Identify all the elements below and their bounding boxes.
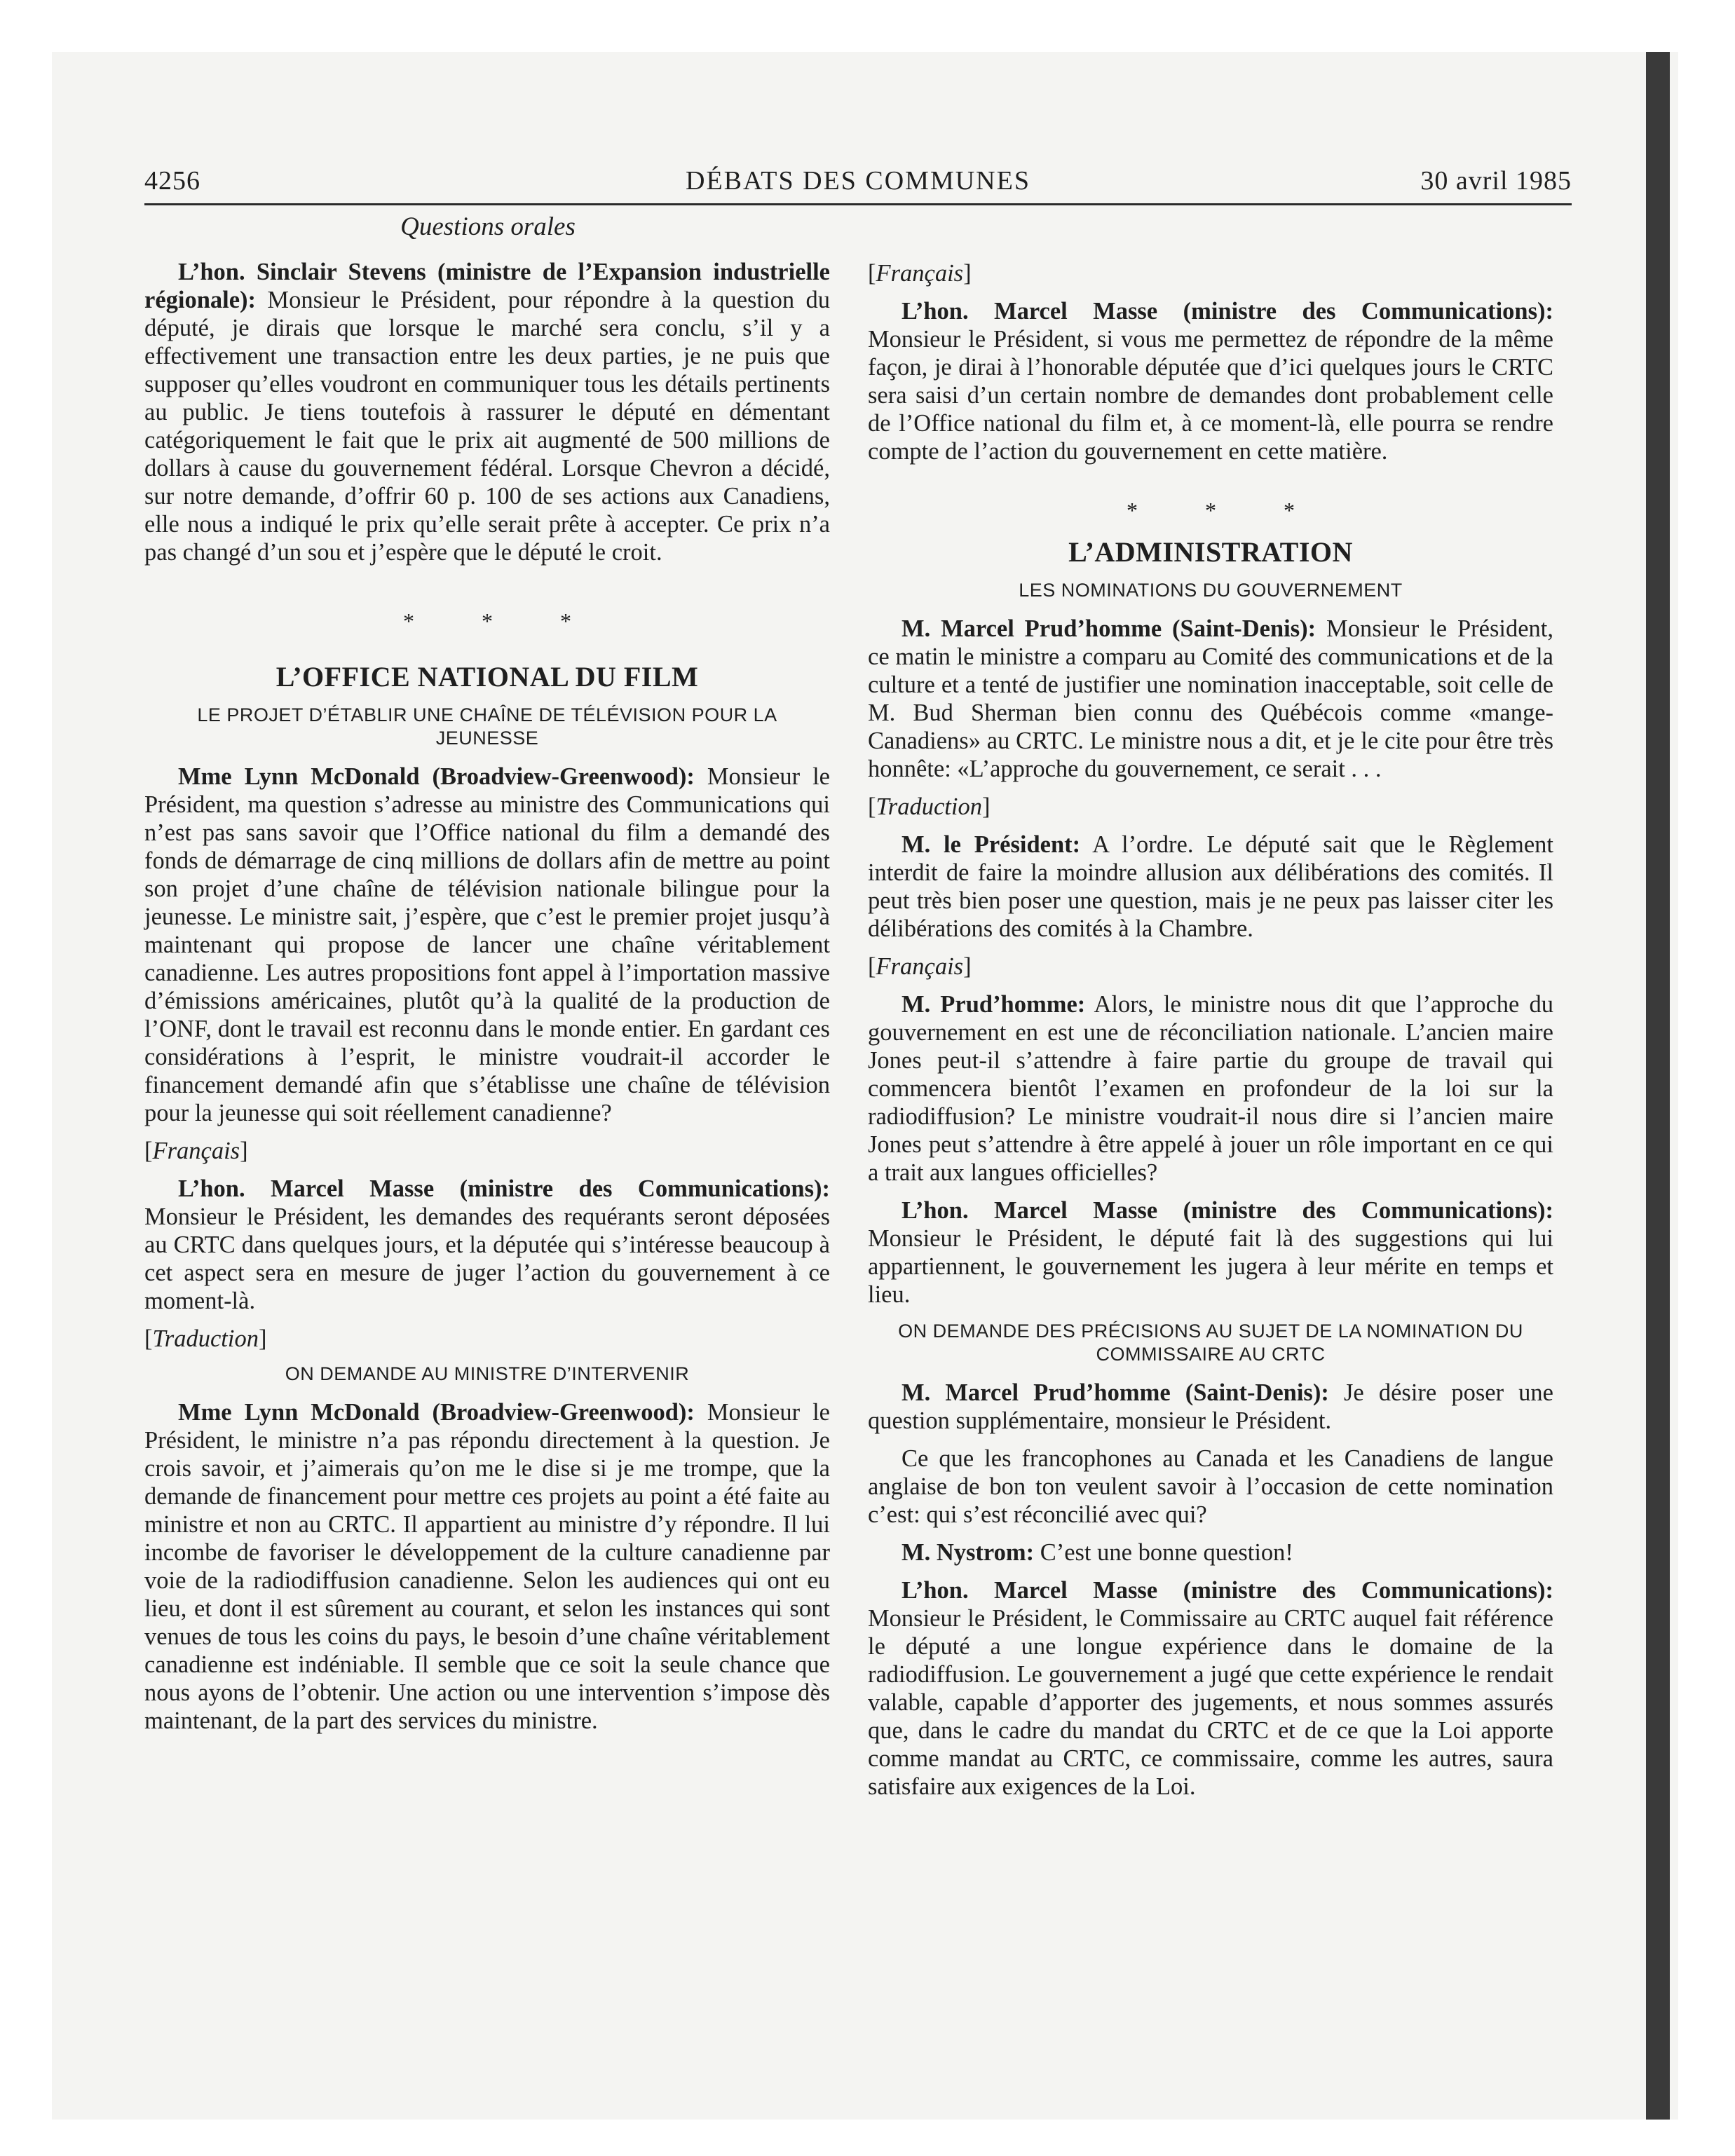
language-marker: [ Français ] <box>144 1137 830 1165</box>
paragraph <box>868 1196 1553 1309</box>
paragraph <box>868 297 1553 465</box>
subheading: ON DEMANDE DES PRÉCISIONS AU SUJET DE LA NOMINATION DU COMMISSAIRE AU CRTC <box>898 1321 1523 1365</box>
section-heading: L’OFFICE NATIONAL DU FILM <box>275 661 699 692</box>
speaker-name: Mme Lynn McDonald (Broadview-Greenwood): <box>178 1399 695 1426</box>
paragraph-text: Monsieur le Président, le député fait là des suggestions qui lui appartiennent, le gouvernement les jugera à leur mérite en temps et lieu. <box>868 1225 1553 1308</box>
section-heading: L’ADMINISTRATION <box>1068 536 1353 568</box>
paragraph <box>868 1379 1553 1435</box>
paragraph-text: Monsieur le Président, le Commissaire au CRTC auquel fait référence le député a une longue expérience dans le domaine de la radiodiffusion. Le gouvernement a jugé que cette expérience le rendait valable, capable d’apporter des jugements, et nous sommes assurés que, dans le cadre du mandat du CRTC et de ce que la Loi apporte comme mandat au CRTC, ce commissaire, comme les autres, saura satisfaire aux exigences de la Loi. <box>868 1605 1553 1800</box>
paragraph <box>144 763 830 1127</box>
speaker-name: L’hon. Sinclair Stevens (ministre de l’Expansion industrielle régionale): <box>144 259 830 313</box>
section-separator: * * * <box>403 608 602 634</box>
running-header <box>144 163 1572 205</box>
section-label: Questions orales <box>400 212 576 241</box>
page-number: 4256 <box>144 166 200 196</box>
speaker-name: L’hon. Marcel Masse (ministre des Communications): <box>901 1577 1553 1604</box>
publication-title: DÉBATS DES COMMUNES <box>686 166 1030 196</box>
paragraph-text: Monsieur le Président, le ministre n’a pas répondu directement à la question. Je crois savoir, et j’aimerais qu’on me le dise si je me trompe, que la demande de financement pour mettre ces projets au point a été faite au ministre et non au CRTC. Il appartient au ministre d’y répondre. Il lui incombe de favoriser le développement de la culture canadienne par voie de la radiodiffusion canadienne. Selon les audiences qui ont eu lieu, et dont il est sûrement au courant, et selon les instances qui sont venues de tous les coins du pays, le besoin d’une chaîne véritablement canadienne est indéniable. Il semble que ce soit la seule chance que nous ayons de l’obtenir. Une action ou une intervention s’impose dès maintenant, de la part des services du ministre. <box>144 1399 830 1734</box>
paragraph-text: Monsieur le Président, ce matin le ministre a comparu au Comité des communications et de la culture et a tenté de justifier une nomination inacceptable, soit celle de M. Bud Sherman bien connu des Québécois comme «mange-Canadiens» au CRTC. Le ministre nous a dit, et je le cite pour être très honnête: «L’approche du gouvernement, ce serait . . . <box>868 615 1553 782</box>
paragraph-text: Je désire poser une question supplémentaire, monsieur le Président. <box>868 1379 1553 1434</box>
paragraph-text: Ce que les francophones au Canada et les Canadiens de langue anglaise de bon ton veulent savoir à l’occasion de cette nomination c’est: qui s’est réconcilié avec qui? <box>868 1445 1553 1528</box>
speaker-name: M. Prud’homme: <box>901 991 1086 1018</box>
paragraph <box>144 1175 830 1315</box>
section-separator: * * * <box>1127 498 1326 523</box>
subheading: ON DEMANDE AU MINISTRE D’INTERVENIR <box>285 1363 690 1384</box>
language-marker: [ Français ] <box>868 953 1553 981</box>
language-marker: [ Traduction ] <box>144 1325 830 1353</box>
right-column <box>868 259 1553 1810</box>
paragraph-text: C’est une bonne question! <box>1040 1539 1293 1566</box>
paragraph <box>868 1576 1553 1801</box>
speaker-name: M. le Président: <box>901 831 1081 858</box>
subheading: LES NOMINATIONS DU GOUVERNEMENT <box>1019 580 1403 601</box>
paragraph <box>868 990 1553 1187</box>
paragraph <box>144 258 830 566</box>
speaker-name: M. Marcel Prud’homme (Saint-Denis): <box>901 615 1316 642</box>
speaker-name: L’hon. Marcel Masse (ministre des Communications): <box>901 298 1553 325</box>
paragraph <box>868 1538 1553 1567</box>
paragraph-text: Monsieur le Président, pour répondre à la question du député, je dirais que lorsque le marché sera conclu, s’il y a effectivement une transaction entre les deux parties, je ne puis que supposer qu’elles voudront en communiquer tous les détails pertinents au public. Je tiens toutefois à rassurer le député en démentant catégoriquement le fait que le prix ait augmenté de 500 millions de dollars à cause du gouvernement fédéral. Lorsque Chevron a décidé, sur notre demande, d’offrir 60 p. 100 de ses actions aux Canadiens, elle nous a indiqué le prix qu’elle serait prête à accepter. Ce prix n’a pas changé d’un sou et j’espère que le député le croit. <box>144 287 830 566</box>
paragraph-text: Alors, le ministre nous dit que l’approche du gouvernement en est une de réconciliation nationale. L’ancien maire Jones peut-il s’attendre à faire partie du groupe de travail qui commencera bientôt l’examen en profondeur de la loi sur la radiodiffusion? Le ministre voudrait-il nous dire si l’ancien maire Jones peut s’attendre à être appelé à jouer un rôle important en ce qui a trait aux langues officielles? <box>868 991 1553 1186</box>
left-column <box>144 258 830 1745</box>
paragraph <box>868 1445 1553 1529</box>
language-marker: [ Traduction ] <box>868 793 1553 821</box>
paragraph <box>868 615 1553 783</box>
publication-date: 30 avril 1985 <box>1420 166 1572 196</box>
paragraph-text: Monsieur le Président, si vous me permettez de répondre de la même façon, je dirai à l’honorable députée que d’ici quelques jours le CRTC sera saisi d’un certain nombre de demandes dont probablement celle de l’Office national du film et, à ce moment-là, elle pourra se rendre compte de l’action du gouvernement en cette matière. <box>868 326 1553 465</box>
subheading: LE PROJET D’ÉTABLIR UNE CHAÎNE DE TÉLÉVISION POUR LA JEUNESSE <box>197 704 777 749</box>
speaker-name: Mme Lynn McDonald (Broadview-Greenwood): <box>178 763 695 790</box>
paragraph-text: Monsieur le Président, ma question s’adresse au ministre des Communications qui n’est pas sans savoir que l’Office national du film a demandé des fonds de démarrage de cinq millions de dollars afin de mettre au point son projet d’une chaîne de télévision nationale bilingue pour la jeunesse. Le ministre sait, j’espère, que c’est le premier projet jusqu’à maintenant qui propose de lancer une chaîne véritablement canadienne. Les autres propositions font appel à l’importation massive d’émissions américaines, plutôt qu’à la qualité de la production de l’ONF, dont le travail est reconnu dans le monde entier. En gardant ces considérations à l’esprit, le ministre voudrait-il accorder le financement demandé afin que s’établisse une chaîne de télévision pour la jeunesse qui soit réellement canadienne? <box>144 763 830 1126</box>
language-marker: [ Français ] <box>868 259 1553 287</box>
paragraph <box>144 1398 830 1735</box>
speaker-name: L’hon. Marcel Masse (ministre des Communications): <box>901 1197 1553 1224</box>
speaker-name: M. Nystrom: <box>901 1539 1035 1566</box>
paragraph-text: A l’ordre. Le député sait que le Règlement interdit de faire la moindre allusion aux délibérations des comités. Il peut très bien poser une question, mais je ne peux pas laisser citer les délibérations des comités à la Chambre. <box>868 831 1553 942</box>
scan-edge-bar <box>1646 52 1670 2120</box>
paragraph-text: Monsieur le Président, les demandes des requérants seront déposées au CRTC dans quelques jours, et la députée qui s’intéresse beaucoup à cet aspect sera en mesure de juger l’action du gouvernement à ce moment-là. <box>144 1203 830 1314</box>
speaker-name: L’hon. Marcel Masse (ministre des Communications): <box>178 1175 830 1202</box>
speaker-name: M. Marcel Prud’homme (Saint-Denis): <box>901 1379 1329 1406</box>
paragraph <box>868 831 1553 943</box>
